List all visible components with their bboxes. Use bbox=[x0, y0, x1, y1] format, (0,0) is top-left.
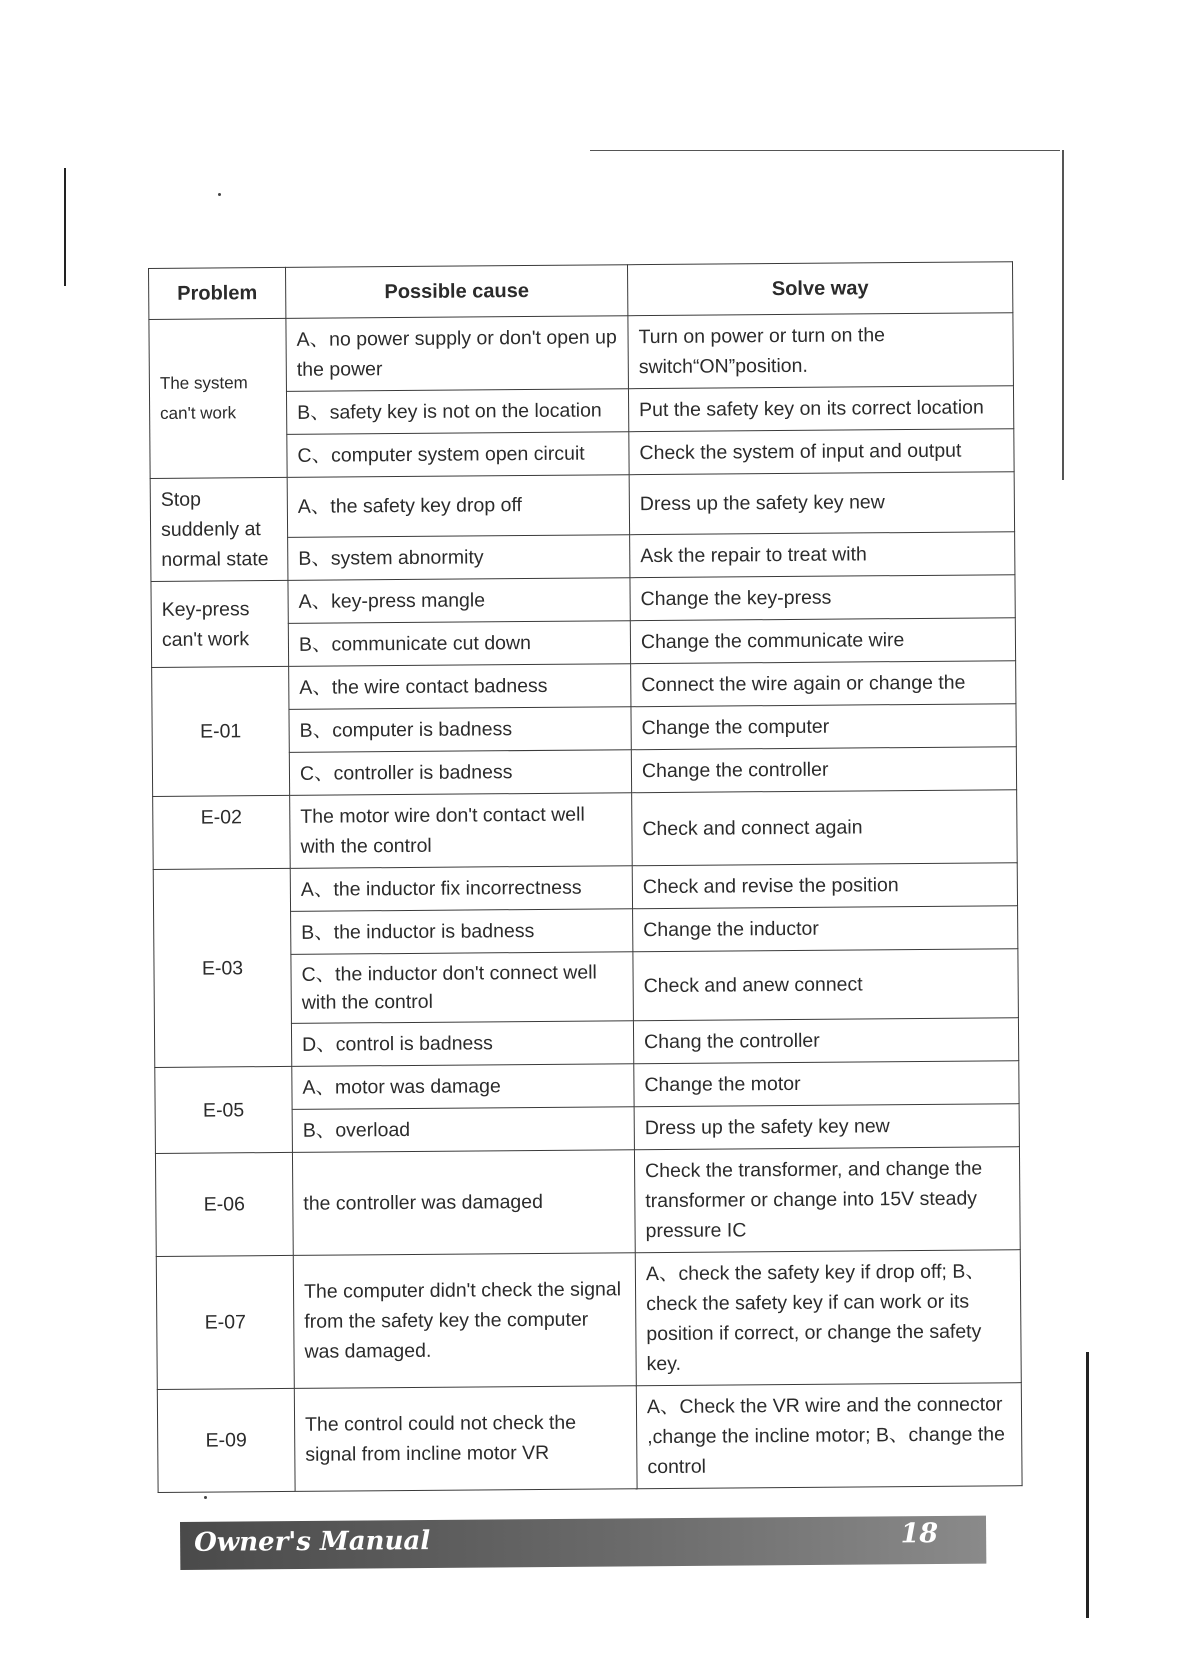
scan-edge-top bbox=[590, 150, 1060, 151]
solution-cell: Put the safety key on its correct location bbox=[628, 386, 1013, 432]
scan-speck bbox=[204, 1496, 207, 1499]
cause-cell: A、no power supply or don't open up the power bbox=[286, 316, 629, 392]
cause-cell: A、the safety key drop off bbox=[287, 475, 629, 537]
cause-cell: A、the wire contact badness bbox=[289, 664, 631, 710]
problem-cell: Stop suddenly at normal state bbox=[150, 477, 288, 581]
problem-cell: The system can't work bbox=[149, 318, 287, 478]
table-row bbox=[155, 1147, 1020, 1257]
footer-title: Owner's Manual bbox=[194, 1526, 431, 1558]
solution-cell: Check and revise the position bbox=[632, 863, 1017, 909]
scan-edge-right bbox=[1062, 150, 1064, 480]
solution-cell: Chang the controller bbox=[633, 1018, 1018, 1064]
solution-cell: A、Check the VR wire and the connector ,change the incline motor; B、change the control bbox=[636, 1383, 1022, 1489]
problem-cell: E-01 bbox=[152, 666, 290, 796]
cause-cell: A、motor was damage bbox=[292, 1064, 634, 1110]
solution-cell: A、check the safety key if drop off; B、check the safety key if can work or its position if correct, or change the safety key. bbox=[635, 1250, 1021, 1386]
page-number: 18 bbox=[900, 1518, 939, 1550]
scan-edge-bottom-right bbox=[1086, 1352, 1089, 1618]
cause-cell: B、system abnormity bbox=[288, 534, 630, 580]
cause-cell: B、overload bbox=[292, 1107, 634, 1153]
cause-cell: B、the inductor is badness bbox=[291, 909, 633, 955]
problem-cell: E-05 bbox=[155, 1066, 293, 1153]
cause-cell: The computer didn't check the signal from the safety key the computer was damaged. bbox=[293, 1253, 636, 1389]
solution-cell: Check and anew connect bbox=[633, 949, 1019, 1021]
solution-cell: Check the system of input and output bbox=[629, 429, 1014, 475]
solution-cell: Change the controller bbox=[631, 747, 1016, 793]
cause-cell: C、controller is badness bbox=[289, 750, 631, 796]
cause-cell: The control could not check the signal from incline motor VR bbox=[294, 1386, 637, 1492]
cause-cell: C、the inductor don't connect well with the control bbox=[291, 952, 634, 1024]
troubleshooting-table bbox=[148, 261, 1023, 1493]
solution-cell: Change the computer bbox=[631, 704, 1016, 750]
solution-cell: Change the communicate wire bbox=[630, 618, 1015, 664]
header-solve-way: Solve way bbox=[627, 262, 1012, 316]
cause-cell: B、safety key is not on the location bbox=[286, 389, 628, 435]
problem-cell: E-07 bbox=[156, 1255, 294, 1389]
table-row bbox=[153, 790, 1018, 870]
cause-cell: A、key-press mangle bbox=[288, 578, 630, 624]
solution-cell: Change the key-press bbox=[630, 575, 1015, 621]
cause-cell: B、communicate cut down bbox=[288, 621, 630, 667]
cause-cell: the controller was damaged bbox=[292, 1150, 635, 1256]
problem-cell: E-06 bbox=[155, 1152, 293, 1256]
table-header-row bbox=[149, 262, 1013, 320]
header-problem: Problem bbox=[149, 267, 286, 319]
table-row bbox=[151, 575, 1015, 625]
solution-cell: Turn on power or turn on the switch“ON”position. bbox=[628, 313, 1014, 389]
footer-banner bbox=[180, 1516, 986, 1570]
problem-cell: E-09 bbox=[157, 1388, 295, 1492]
problem-cell: E-03 bbox=[153, 868, 292, 1067]
table-row bbox=[152, 661, 1016, 711]
scan-edge-left bbox=[64, 168, 66, 286]
table-row bbox=[155, 1061, 1019, 1111]
solution-cell: Dress up the safety key new bbox=[634, 1104, 1019, 1150]
table-row bbox=[156, 1250, 1021, 1390]
solution-cell: Dress up the safety key new bbox=[629, 472, 1014, 535]
scan-speck bbox=[218, 193, 221, 196]
cause-cell: The motor wire don't contact well with the control bbox=[290, 793, 633, 869]
solution-cell: Connect the wire again or change the bbox=[631, 661, 1016, 707]
header-possible-cause: Possible cause bbox=[285, 265, 627, 319]
cause-cell: D、control is badness bbox=[291, 1021, 633, 1067]
solution-cell: Change the motor bbox=[634, 1061, 1019, 1107]
cause-cell: A、the inductor fix incorrectness bbox=[290, 866, 632, 912]
problem-cell: E-02 bbox=[153, 795, 291, 869]
cause-cell: C、computer system open circuit bbox=[287, 432, 629, 478]
problem-cell: Key-press can't work bbox=[151, 580, 289, 667]
cause-cell: B、computer is badness bbox=[289, 707, 631, 753]
solution-cell: Change the inductor bbox=[633, 906, 1018, 952]
table-row bbox=[153, 863, 1017, 913]
solution-cell: Ask the repair to treat with bbox=[630, 531, 1015, 577]
table-row bbox=[157, 1383, 1022, 1493]
solution-cell: Check and connect again bbox=[632, 790, 1018, 866]
solution-cell: Check the transformer, and change the transformer or change into 15V steady pressure IC bbox=[634, 1147, 1020, 1253]
table-row bbox=[150, 472, 1014, 538]
table-row bbox=[149, 313, 1014, 393]
